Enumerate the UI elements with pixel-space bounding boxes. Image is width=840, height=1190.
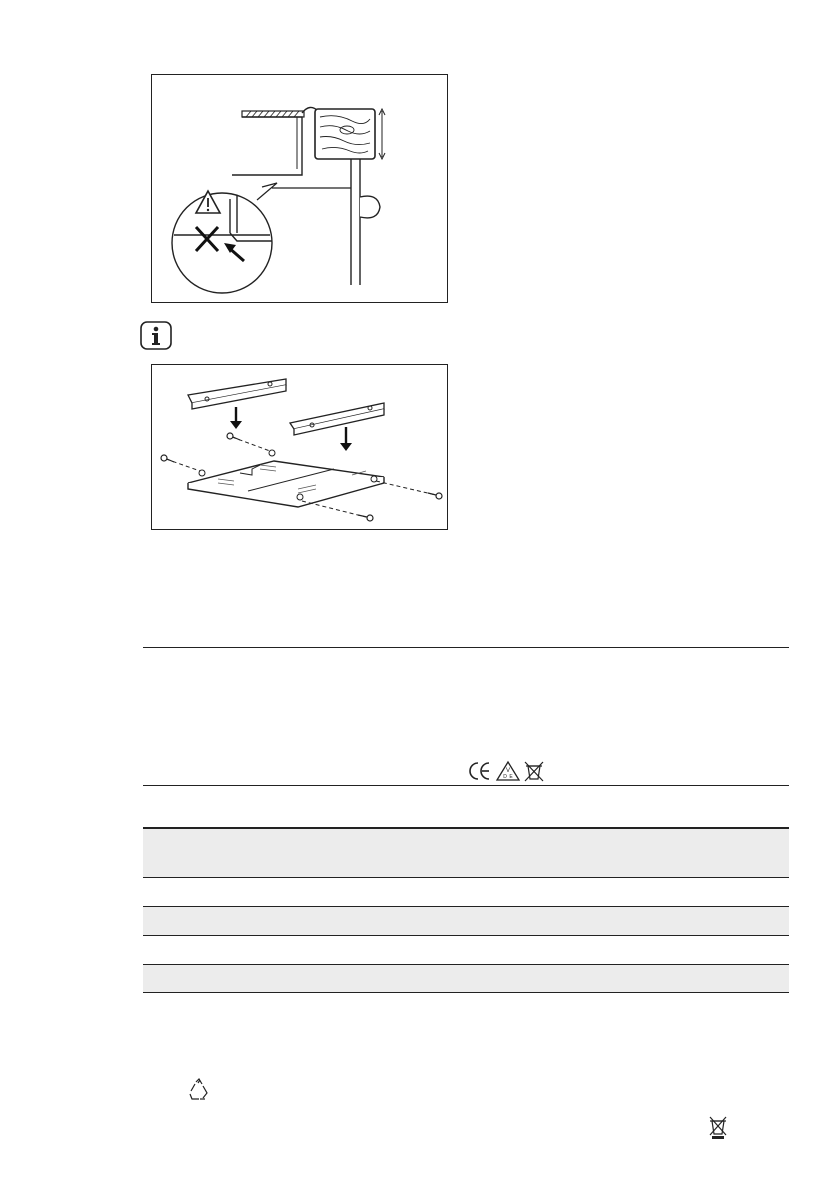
svg-text:E: E (509, 774, 513, 780)
weee-bin-icon (525, 762, 543, 781)
ce-mark-icon (470, 763, 489, 779)
vde-triangle-icon (497, 762, 519, 780)
svg-text:D: D (503, 774, 507, 780)
recycle-icon (187, 1078, 211, 1102)
info-icon (140, 321, 172, 350)
data-table (143, 827, 789, 993)
table-row (143, 936, 789, 964)
conformity-marks (467, 760, 549, 782)
edge-clearance-diagram (152, 75, 447, 302)
section-divider (143, 647, 789, 648)
table-row (143, 907, 789, 935)
section-divider (143, 785, 789, 786)
table-row (143, 878, 789, 906)
bracket-assembly-diagram (152, 365, 447, 529)
table-row (143, 965, 789, 992)
table-header-row (143, 829, 789, 877)
weee-bin-icon (708, 1116, 728, 1140)
figure-edge-clearance (151, 74, 448, 303)
svg-text:V: V (505, 768, 511, 774)
table-bottom-rule (143, 992, 789, 993)
figure-bracket-assembly (151, 364, 448, 530)
